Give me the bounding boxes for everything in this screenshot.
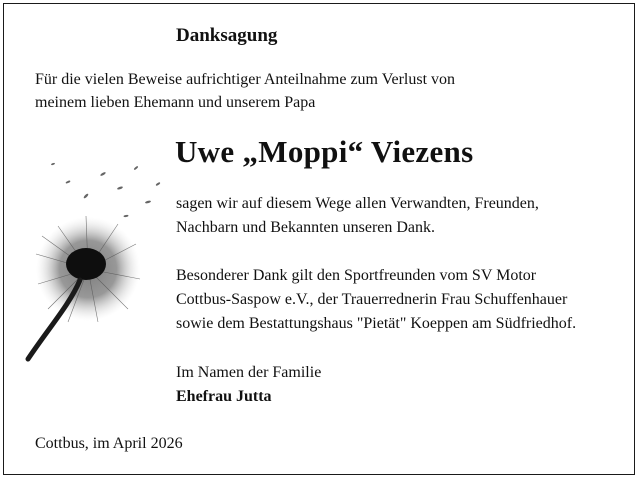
thanks-paragraph [176, 192, 539, 240]
paragraph-line: Cottbus-Saspow e.V., der Trauerrednerin Frau Schuffenhauer [176, 291, 568, 308]
dandelion-illustration [8, 144, 178, 374]
paragraph-line: Nachbarn und Bekannten unseren Dank. [176, 219, 436, 236]
intro-text [35, 68, 455, 114]
notice-heading: Danksagung [176, 25, 278, 46]
special-thanks-paragraph [176, 264, 576, 336]
dandelion-puff [36, 216, 140, 322]
place-date: Cottbus, im April 2026 [35, 435, 183, 452]
deceased-name: Uwe „Moppi“ Viezens [175, 134, 474, 169]
intro-line: Für die vielen Beweise aufrichtiger Anteilnahme zum Verlust von [35, 71, 456, 88]
obituary-card [3, 3, 635, 475]
dandelion-seeds [51, 162, 161, 217]
paragraph-line: sagen wir auf diesem Wege allen Verwandten, Freunden, [176, 195, 539, 212]
paragraph-line: sowie dem Bestattungshaus "Pietät" Koeppen am Südfriedhof. [176, 315, 577, 332]
intro-line: meinem lieben Ehemann und unserem Papa [35, 94, 316, 111]
paragraph-line: Besonderer Dank gilt den Sportfreunden vom SV Motor [176, 267, 537, 284]
closing-line: Im Namen der Familie [176, 364, 322, 381]
signer-name: Ehefrau Jutta [176, 388, 272, 405]
